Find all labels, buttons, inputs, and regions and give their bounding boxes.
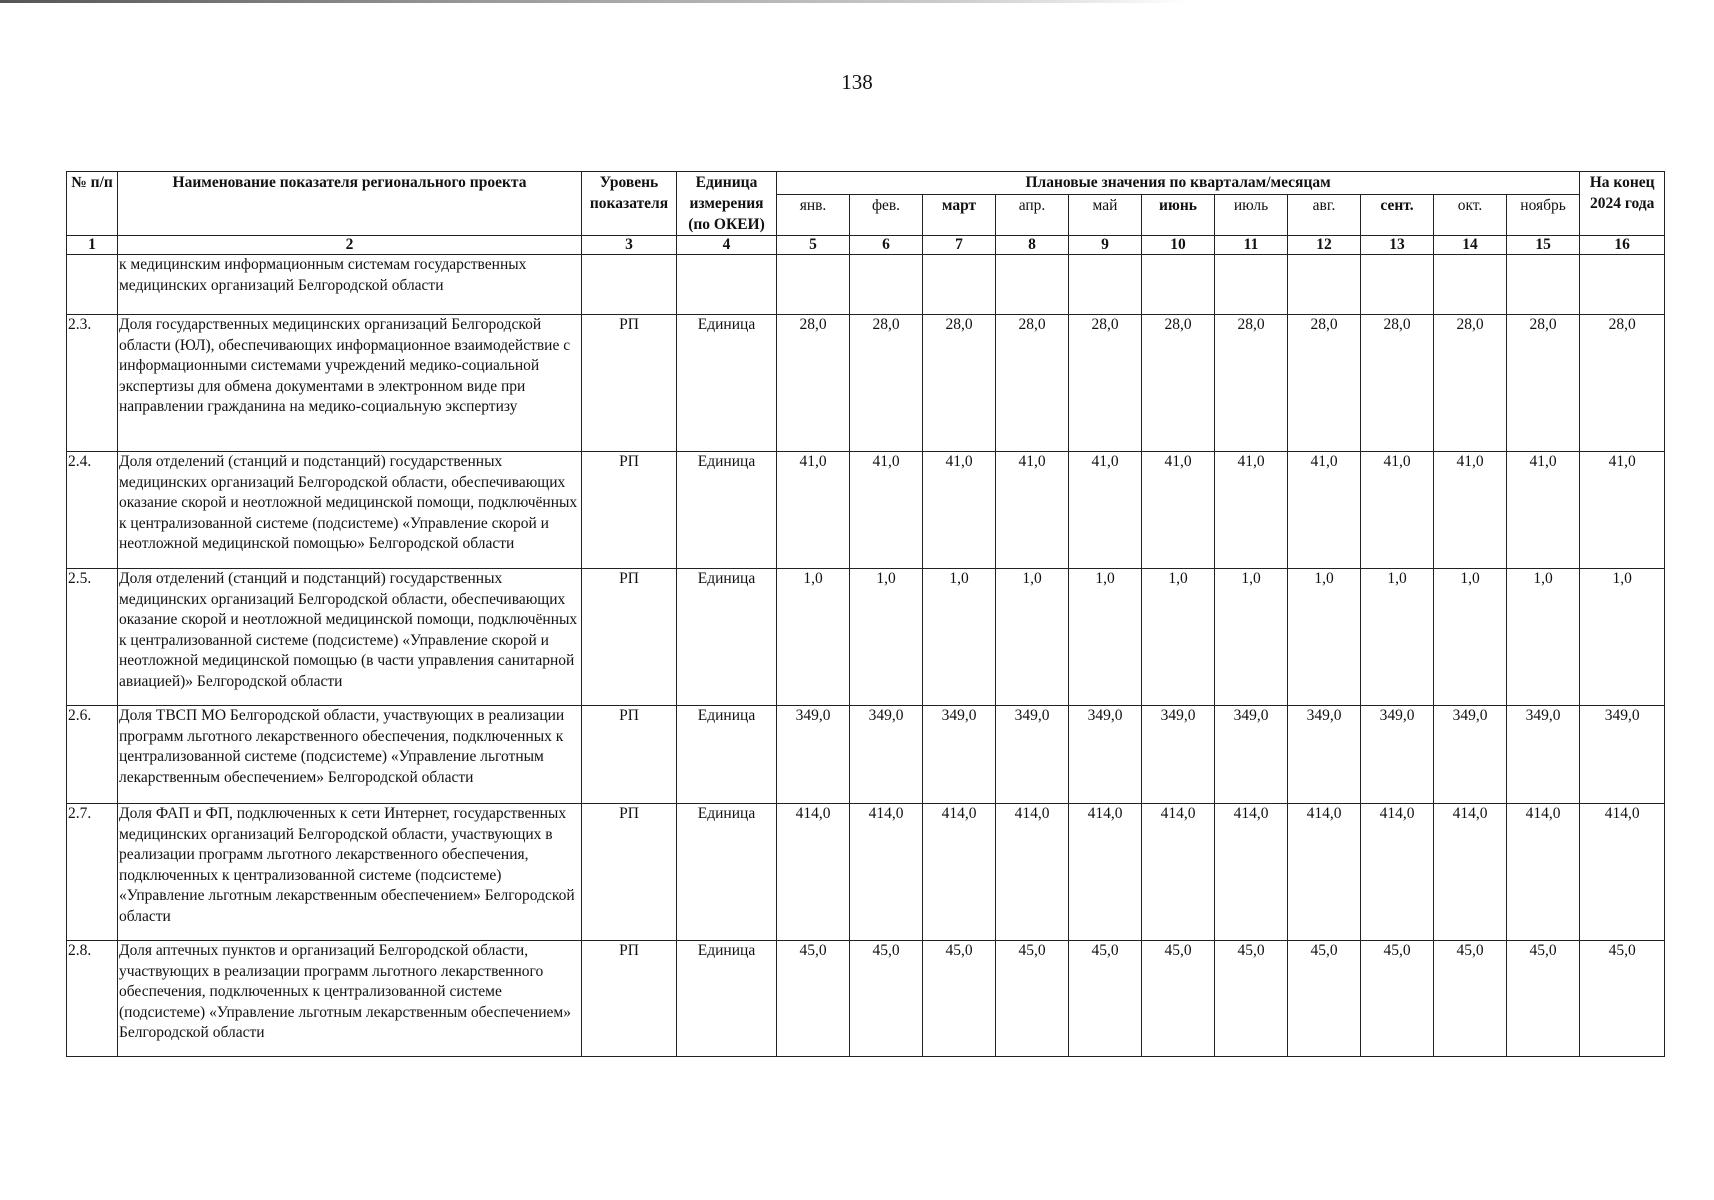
header-month: окт. xyxy=(1434,194,1507,235)
plan-value: 28,0 xyxy=(1580,315,1665,452)
indicator-unit: Единица xyxy=(677,804,777,941)
plan-value: 349,0 xyxy=(923,706,996,804)
indicator-unit: Единица xyxy=(677,706,777,804)
plan-value: 1,0 xyxy=(1361,569,1434,706)
header-name: Наименование показателя регионального проекта xyxy=(118,172,582,236)
indicator-name: Доля аптечных пунктов и организаций Белгородской области, участвующих в реализации программ льготного лекарственного обеспечения, подключенных к централизованной системе (подсистеме) «Управление льготным лекарственным обеспечением» Белгородской области xyxy=(118,941,582,1057)
plan-value: 349,0 xyxy=(996,706,1069,804)
table-row xyxy=(67,255,1665,315)
plan-value: 1,0 xyxy=(1288,569,1361,706)
indicator-unit: Единица xyxy=(677,452,777,569)
plan-value: 1,0 xyxy=(923,569,996,706)
header-num: № п/п xyxy=(67,172,118,236)
plan-value xyxy=(1215,255,1288,315)
plan-value: 28,0 xyxy=(996,315,1069,452)
plan-value: 45,0 xyxy=(1434,941,1507,1057)
plan-value: 45,0 xyxy=(777,941,850,1057)
indicator-level xyxy=(582,255,677,315)
indicator-unit: Единица xyxy=(677,941,777,1057)
plan-value: 28,0 xyxy=(923,315,996,452)
plan-value xyxy=(923,255,996,315)
column-number: 11 xyxy=(1215,236,1288,255)
table-row xyxy=(67,315,1665,452)
plan-value: 28,0 xyxy=(1215,315,1288,452)
row-number: 2.4. xyxy=(67,452,118,569)
plan-value xyxy=(1434,255,1507,315)
plan-value: 1,0 xyxy=(1434,569,1507,706)
indicator-level: РП xyxy=(582,569,677,706)
header-month: июль xyxy=(1215,194,1288,235)
plan-value: 41,0 xyxy=(923,452,996,569)
plan-value: 349,0 xyxy=(1215,706,1288,804)
plan-value: 41,0 xyxy=(1069,452,1142,569)
row-number xyxy=(67,255,118,315)
plan-value: 1,0 xyxy=(1507,569,1580,706)
plan-value: 414,0 xyxy=(1361,804,1434,941)
column-number: 16 xyxy=(1580,236,1665,255)
plan-value xyxy=(850,255,923,315)
plan-value: 414,0 xyxy=(1142,804,1215,941)
scan-artifact xyxy=(0,0,1190,3)
plan-value: 349,0 xyxy=(1434,706,1507,804)
plan-value: 414,0 xyxy=(1069,804,1142,941)
indicator-unit xyxy=(677,255,777,315)
header-month: апр. xyxy=(996,194,1069,235)
column-number: 3 xyxy=(582,236,677,255)
plan-value: 45,0 xyxy=(1069,941,1142,1057)
indicator-name: Доля отделений (станций и подстанций) государственных медицинских организаций Белгородской области, обеспечивающих оказание скорой и неотложной медицинской помощи, подключённых к централизованной системе (подсистеме) «Управление скорой и неотложной медицинской помощью (в части управления санитарной авиацией)» Белгородской области xyxy=(118,569,582,706)
regional-indicators-table xyxy=(66,171,1665,1057)
plan-value: 45,0 xyxy=(923,941,996,1057)
plan-value: 41,0 xyxy=(1580,452,1665,569)
plan-value: 28,0 xyxy=(1361,315,1434,452)
column-number: 13 xyxy=(1361,236,1434,255)
header-month: авг. xyxy=(1288,194,1361,235)
column-number: 15 xyxy=(1507,236,1580,255)
plan-value: 41,0 xyxy=(1361,452,1434,569)
indicator-name: Доля государственных медицинских организаций Белгородской области (ЮЛ), обеспечивающих информационное взаимодействие с информационными системами учреждений медико-социальной экспертизы для обмена документами в электронном виде при направлении гражданина на медико-социальную экспертизу xyxy=(118,315,582,452)
plan-value: 414,0 xyxy=(923,804,996,941)
header-month: сент. xyxy=(1361,194,1434,235)
indicator-level: РП xyxy=(582,941,677,1057)
indicator-name: к медицинским информационным системам государственных медицинских организаций Белгородской области xyxy=(118,255,582,315)
plan-value xyxy=(1507,255,1580,315)
plan-value: 45,0 xyxy=(1580,941,1665,1057)
plan-value: 1,0 xyxy=(1142,569,1215,706)
plan-value: 41,0 xyxy=(1288,452,1361,569)
plan-value: 349,0 xyxy=(1580,706,1665,804)
plan-value: 414,0 xyxy=(1288,804,1361,941)
plan-value: 45,0 xyxy=(996,941,1069,1057)
column-number: 8 xyxy=(996,236,1069,255)
plan-value: 414,0 xyxy=(1215,804,1288,941)
plan-value: 1,0 xyxy=(1215,569,1288,706)
column-number: 2 xyxy=(118,236,582,255)
header-month: ноябрь xyxy=(1507,194,1580,235)
header-month: март xyxy=(923,194,996,235)
header-month: янв. xyxy=(777,194,850,235)
header-unit: Единица измерения (по ОКЕИ) xyxy=(677,172,777,236)
page-number: 138 xyxy=(841,70,873,94)
plan-value: 45,0 xyxy=(1507,941,1580,1057)
column-number: 7 xyxy=(923,236,996,255)
indicator-level: РП xyxy=(582,452,677,569)
indicator-level: РП xyxy=(582,804,677,941)
header-end-of-year: На конец 2024 года xyxy=(1580,172,1665,236)
column-number: 12 xyxy=(1288,236,1361,255)
plan-value: 1,0 xyxy=(777,569,850,706)
plan-value: 28,0 xyxy=(850,315,923,452)
plan-value xyxy=(777,255,850,315)
plan-value: 41,0 xyxy=(996,452,1069,569)
plan-value: 349,0 xyxy=(1361,706,1434,804)
plan-value: 41,0 xyxy=(1142,452,1215,569)
plan-value: 28,0 xyxy=(777,315,850,452)
column-number: 14 xyxy=(1434,236,1507,255)
header-plan-group: Плановые значения по кварталам/месяцам xyxy=(777,172,1580,195)
plan-value: 41,0 xyxy=(1507,452,1580,569)
row-number: 2.7. xyxy=(67,804,118,941)
indicator-name: Доля отделений (станций и подстанций) государственных медицинских организаций Белгородской области, обеспечивающих оказание скорой и неотложной медицинской помощи, подключённых к централизованной системе (подсистеме) «Управление скорой и неотложной медицинской помощью» Белгородской области xyxy=(118,452,582,569)
column-number: 10 xyxy=(1142,236,1215,255)
plan-value: 414,0 xyxy=(1507,804,1580,941)
plan-value: 28,0 xyxy=(1434,315,1507,452)
indicator-unit: Единица xyxy=(677,315,777,452)
column-number: 9 xyxy=(1069,236,1142,255)
plan-value: 45,0 xyxy=(850,941,923,1057)
header-month: июнь xyxy=(1142,194,1215,235)
plan-value: 41,0 xyxy=(1215,452,1288,569)
plan-value xyxy=(1142,255,1215,315)
header-level: Уровень показателя xyxy=(582,172,677,236)
plan-value: 45,0 xyxy=(1215,941,1288,1057)
plan-value: 28,0 xyxy=(1507,315,1580,452)
indicator-name: Доля ФАП и ФП, подключенных к сети Интернет, государственных медицинских организаций Белгородской области, участвующих в реализации программ льготного лекарственного обеспечения, подключенных к централизованной системе (подсистеме) «Управление льготным лекарственным обеспечением» Белгородской области xyxy=(118,804,582,941)
indicator-name: Доля ТВСП МО Белгородской области, участвующих в реализации программ льготного лекарственного обеспечения, подключенных к централизованной системе (подсистеме) «Управление льготным лекарственным обеспечением» Белгородской области xyxy=(118,706,582,804)
header-month: май xyxy=(1069,194,1142,235)
plan-value: 41,0 xyxy=(1434,452,1507,569)
column-number: 4 xyxy=(677,236,777,255)
row-number: 2.5. xyxy=(67,569,118,706)
plan-value xyxy=(1288,255,1361,315)
indicator-level: РП xyxy=(582,706,677,804)
plan-value: 41,0 xyxy=(850,452,923,569)
plan-value: 45,0 xyxy=(1288,941,1361,1057)
header-month: фев. xyxy=(850,194,923,235)
plan-value: 414,0 xyxy=(777,804,850,941)
row-number: 2.3. xyxy=(67,315,118,452)
plan-value xyxy=(996,255,1069,315)
plan-value: 45,0 xyxy=(1142,941,1215,1057)
plan-value: 414,0 xyxy=(850,804,923,941)
table-row xyxy=(67,452,1665,569)
plan-value: 1,0 xyxy=(850,569,923,706)
table-row xyxy=(67,804,1665,941)
table-row xyxy=(67,706,1665,804)
plan-value: 28,0 xyxy=(1142,315,1215,452)
plan-value xyxy=(1361,255,1434,315)
column-number: 5 xyxy=(777,236,850,255)
plan-value: 1,0 xyxy=(996,569,1069,706)
plan-value: 349,0 xyxy=(850,706,923,804)
plan-value: 414,0 xyxy=(1434,804,1507,941)
table-row xyxy=(67,569,1665,706)
plan-value: 349,0 xyxy=(1288,706,1361,804)
plan-value: 41,0 xyxy=(777,452,850,569)
plan-value: 349,0 xyxy=(777,706,850,804)
row-number: 2.8. xyxy=(67,941,118,1057)
plan-value xyxy=(1069,255,1142,315)
column-number: 1 xyxy=(67,236,118,255)
plan-value: 45,0 xyxy=(1361,941,1434,1057)
plan-value: 349,0 xyxy=(1142,706,1215,804)
column-number: 6 xyxy=(850,236,923,255)
row-number: 2.6. xyxy=(67,706,118,804)
indicator-level: РП xyxy=(582,315,677,452)
plan-value: 349,0 xyxy=(1069,706,1142,804)
plan-value: 28,0 xyxy=(1069,315,1142,452)
plan-value: 28,0 xyxy=(1288,315,1361,452)
plan-value: 414,0 xyxy=(1580,804,1665,941)
plan-value xyxy=(1580,255,1665,315)
plan-value: 1,0 xyxy=(1069,569,1142,706)
table-row xyxy=(67,941,1665,1057)
plan-value: 414,0 xyxy=(996,804,1069,941)
plan-value: 349,0 xyxy=(1507,706,1580,804)
plan-value: 1,0 xyxy=(1580,569,1665,706)
indicator-unit: Единица xyxy=(677,569,777,706)
